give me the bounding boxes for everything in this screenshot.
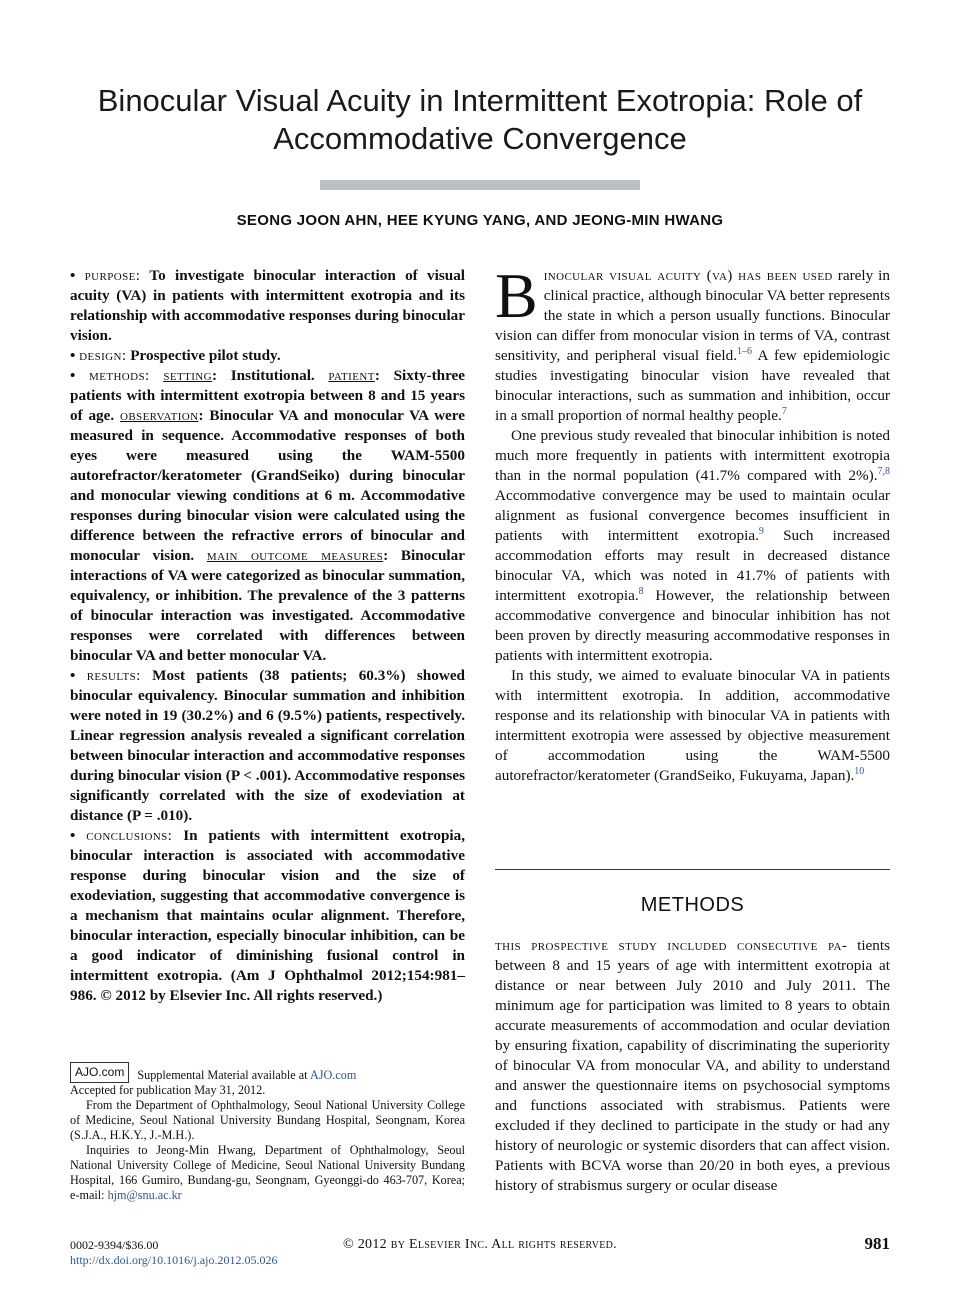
intro-text: Accommodative convergence may be used to maintain ocular alignment as fusional convergence becomes insufficient in patients with intermittent exotropia. bbox=[495, 487, 890, 544]
citation-link[interactable]: 1–6 bbox=[737, 345, 753, 357]
intro-text: However, the relationship between accommodative convergence and binocular inhibition has not been proven by directly measuring accommodative responses in patients with intermittent exotropia. bbox=[495, 587, 890, 664]
section-divider bbox=[495, 869, 890, 870]
intro-paragraph-1 bbox=[495, 260, 890, 426]
inquiries-note bbox=[70, 1143, 465, 1203]
purpose-label: purpose: bbox=[84, 267, 141, 284]
design-text: Prospective pilot study. bbox=[130, 347, 281, 364]
abstract-conclusions: • conclusions: In patients with intermittent exotropia, binocular interaction is associated with accommodative response during binocular vision and the size of exodeviation, suggesting that accommodative convergence is a mechanism that maintains ocular alignment. Therefore, binocular interaction, especially binocular inhibition, can be a good indicator of diminishing fusional control in intermittent exotropia. (Am J Ophthalmol 2012;154:981–986. © 2012 by Elsevier Inc. All rights reserved.) bbox=[70, 827, 465, 1004]
results-text: Most patients (38 patients; 60.3%) showed binocular equivalency. Binocular summation and inhibition were noted in 19 (30.2%) and 6 (9.5%) patients, respectively. Linear regression analysis revealed a significant correlation between binocular interaction and accommodative responses during binocular vision (P < .001). Accommodative responses significantly correlated with the size of exodeviation at distance (P = .010). bbox=[70, 667, 466, 824]
citation-link[interactable]: 7,8 bbox=[877, 465, 890, 477]
footnotes bbox=[70, 1062, 465, 1203]
article-title: Binocular Visual Acuity in Intermittent Exotropia: Role of Accommodative Convergence bbox=[97, 83, 863, 156]
title-divider bbox=[320, 180, 640, 190]
design-label: design: bbox=[79, 347, 127, 364]
supplemental-note bbox=[70, 1062, 465, 1083]
outcome-text: Binocular interactions of VA were categorized as binocular summation, equivalency, or inhibition. The prevalence of the 3 patterns of binocular interaction was investigated. Accommodative responses were correlated with differences between binocular VA and better monocular VA. bbox=[70, 547, 465, 664]
abstract bbox=[70, 266, 465, 1006]
citation-link[interactable]: 7 bbox=[781, 405, 787, 417]
page-number: 981 bbox=[864, 1234, 890, 1253]
intro-lead-caps: inocular visual acuity (va) has been used bbox=[543, 267, 833, 284]
issn: 0002-9394/$36.00 bbox=[70, 1238, 159, 1252]
patient-text: Sixty-three patients with intermittent exotropia between 8 and 15 years of age. bbox=[70, 367, 466, 424]
intro-paragraph-3 bbox=[495, 666, 890, 786]
ajo-link[interactable]: AJO.com bbox=[309, 1068, 357, 1082]
methods-heading: METHODS bbox=[640, 894, 745, 916]
accepted-note: Accepted for publication May 31, 2012. bbox=[70, 1083, 266, 1097]
patient-label: patient bbox=[328, 367, 375, 384]
methods-label: methods: bbox=[89, 367, 150, 384]
setting-label: setting bbox=[163, 367, 212, 384]
affiliation-note: From the Department of Ophthalmology, Seoul National University College of Medicine, Seoul National University Bundang Hospital, Seongnam, Korea (S.J.A., H.K.Y., J.-M.H.). bbox=[70, 1098, 465, 1142]
email-link[interactable]: hjm@snu.ac.kr bbox=[107, 1188, 182, 1202]
setting-text: Institutional. bbox=[230, 367, 315, 384]
intro-text: rarely in clinical practice, although binocular VA better represents the state in which a person usually functions. Binocular vision can differ from monocular vision in terms of VA, contrast sensitivity, and peripheral visual field. bbox=[495, 267, 890, 364]
abstract-purpose: • purpose: To investigate binocular interaction of visual acuity (VA) in patients with intermittent exotropia and its relationship with accommodative responses during binocular vision. bbox=[70, 267, 466, 344]
abstract-results: • results: Most patients (38 patients; 60.3%) showed binocular equivalency. Binocular summation and inhibition were noted in 19 (30.2%) and 6 (9.5%) patients, respectively. Linear regression analysis revealed a significant correlation between binocular interaction and accommodative responses during binocular vision (P < .001). Accommodative responses significantly correlated with the size of exodeviation at distance (P = .010). bbox=[70, 667, 466, 824]
intro-text: A few epidemiologic studies investigating binocular vision have revealed that binocular interactions, such as summation and inhibition, occur in a small proportion of normal healthy people. bbox=[495, 347, 890, 424]
footer-identifiers bbox=[70, 1238, 277, 1268]
inquiries-text: Inquiries to Jeong-Min Hwang, Department of Ophthalmology, Seoul National University College of Medicine, Seoul National University Bundang Hospital, 166 Gumiro, Bundang-gu, Seongnam, Gyeonggi-do 463-707, Korea; e-mail: bbox=[70, 1143, 465, 1202]
conclusions-text: In patients with intermittent exotropia, binocular interaction is associated with accommodative response during binocular vision and the size of exodeviation, suggesting that accommodative convergence is a mechanism that maintains ocular alignment. Therefore, binocular interaction, especially binocular inhibition, can be a good indicator of diminishing fusional control in intermittent exotropia. (Am J Ophthalmol 2012;154:981–986. © 2012 by Elsevier Inc. All rights reserved.) bbox=[70, 827, 465, 1004]
author-list: SEONG JOON AHN, HEE KYUNG YANG, AND JEONG-MIN HWANG bbox=[236, 212, 724, 229]
methods-text: tients between 8 and 15 years of age with intermittent exotropia at distance or near between July 2010 and July 2011. The minimum age for participation was limited to 8 years to obtain accurate measurements of accommodation and ocular deviation by ensuring fixation, capability of discriminating the superiority of binocular VA from monocular VA, and ability to understand and answer the questionnaire items on psychosocial symptoms and functions associated with strabismus. Patients were excluded if they declined to participate in the study or had any history of neurologic or systemic disorders that can affect vision. Patients with BCVA worse than 20/20 in both eyes, a previous history of strabismus surgery or ocular disease bbox=[495, 937, 891, 1194]
abstract-methods: • methods: setting: Institutional. patient: Sixty-three patients with intermittent exotropia between 8 and 15 years of age. observation: Binocular VA and monocular VA were measured in sequence. Accommodative responses of both eyes were measured using the WAM-5500 autorefractor/keratometer (GrandSeiko) during binocular and monocular viewing conditions at 6 m. Accommodative responses during binocular vision were calculated using the difference between the refractive errors of binocular and monocular vision. main outcome measures: Binocular interactions of VA were categorized as binocular summation, equivalency, or inhibition. The prevalence of the 3 patterns of binocular interaction was investigated. Accommodative responses were correlated with differences between binocular VA and better monocular VA. bbox=[70, 367, 466, 664]
doi-link[interactable]: http://dx.doi.org/10.1016/j.ajo.2012.05.026 bbox=[70, 1253, 278, 1267]
outcome-label: main outcome measures bbox=[206, 547, 384, 564]
results-label: results: bbox=[86, 667, 141, 684]
methods-body bbox=[495, 936, 890, 1196]
purpose-text: To investigate binocular interaction of visual acuity (VA) in patients with intermittent exotropia and its relationship with accommodative responses during binocular vision. bbox=[70, 267, 466, 344]
citation-link[interactable]: 8 bbox=[638, 585, 644, 597]
intro-paragraph-2 bbox=[495, 426, 890, 666]
citation-link[interactable]: 9 bbox=[758, 525, 764, 537]
observation-text: Binocular VA and monocular VA were measured in sequence. Accommodative responses of both eyes were measured using the WAM-5500 autorefractor/keratometer (GrandSeiko) during binocular and monocular viewing conditions at 6 m. Accommodative responses during binocular vision were calculated using the difference between the refractive errors of binocular and monocular vision. bbox=[70, 407, 466, 564]
drop-cap: B bbox=[495, 260, 538, 331]
abstract-design: • design: Prospective pilot study. bbox=[70, 347, 281, 364]
footer-copyright: © 2012 by Elsevier Inc. All rights reserved. bbox=[343, 1237, 617, 1252]
ajo-logo[interactable]: AJO.com bbox=[70, 1062, 129, 1083]
methods-lead-caps: this prospective study included consecutive pa- bbox=[495, 937, 848, 954]
intro-text: In this study, we aimed to evaluate binocular VA in patients with intermittent exotropia. In addition, accommodative response and its relationship with binocular VA in patients with intermittent exotropia were assessed by objective measurement of accommodation using the WAM-5500 autorefractor/keratometer (GrandSeiko, Fukuyama, Japan). bbox=[495, 667, 890, 784]
intro-text: One previous study revealed that binocular inhibition is noted much more frequently in patients with intermittent exotropia than in the normal population (41.7% compared with 2%). bbox=[495, 427, 890, 484]
introduction bbox=[495, 260, 891, 786]
intro-text: Such increased accommodation efforts may result in decreased distance binocular VA, which was noted in 41.7% of patients with intermittent exotropia. bbox=[495, 527, 891, 604]
observation-label: observation bbox=[119, 407, 199, 424]
conclusions-label: conclusions: bbox=[86, 827, 173, 844]
supplemental-text: Supplemental Material available at bbox=[137, 1068, 310, 1082]
citation-link[interactable]: 10 bbox=[854, 765, 865, 777]
